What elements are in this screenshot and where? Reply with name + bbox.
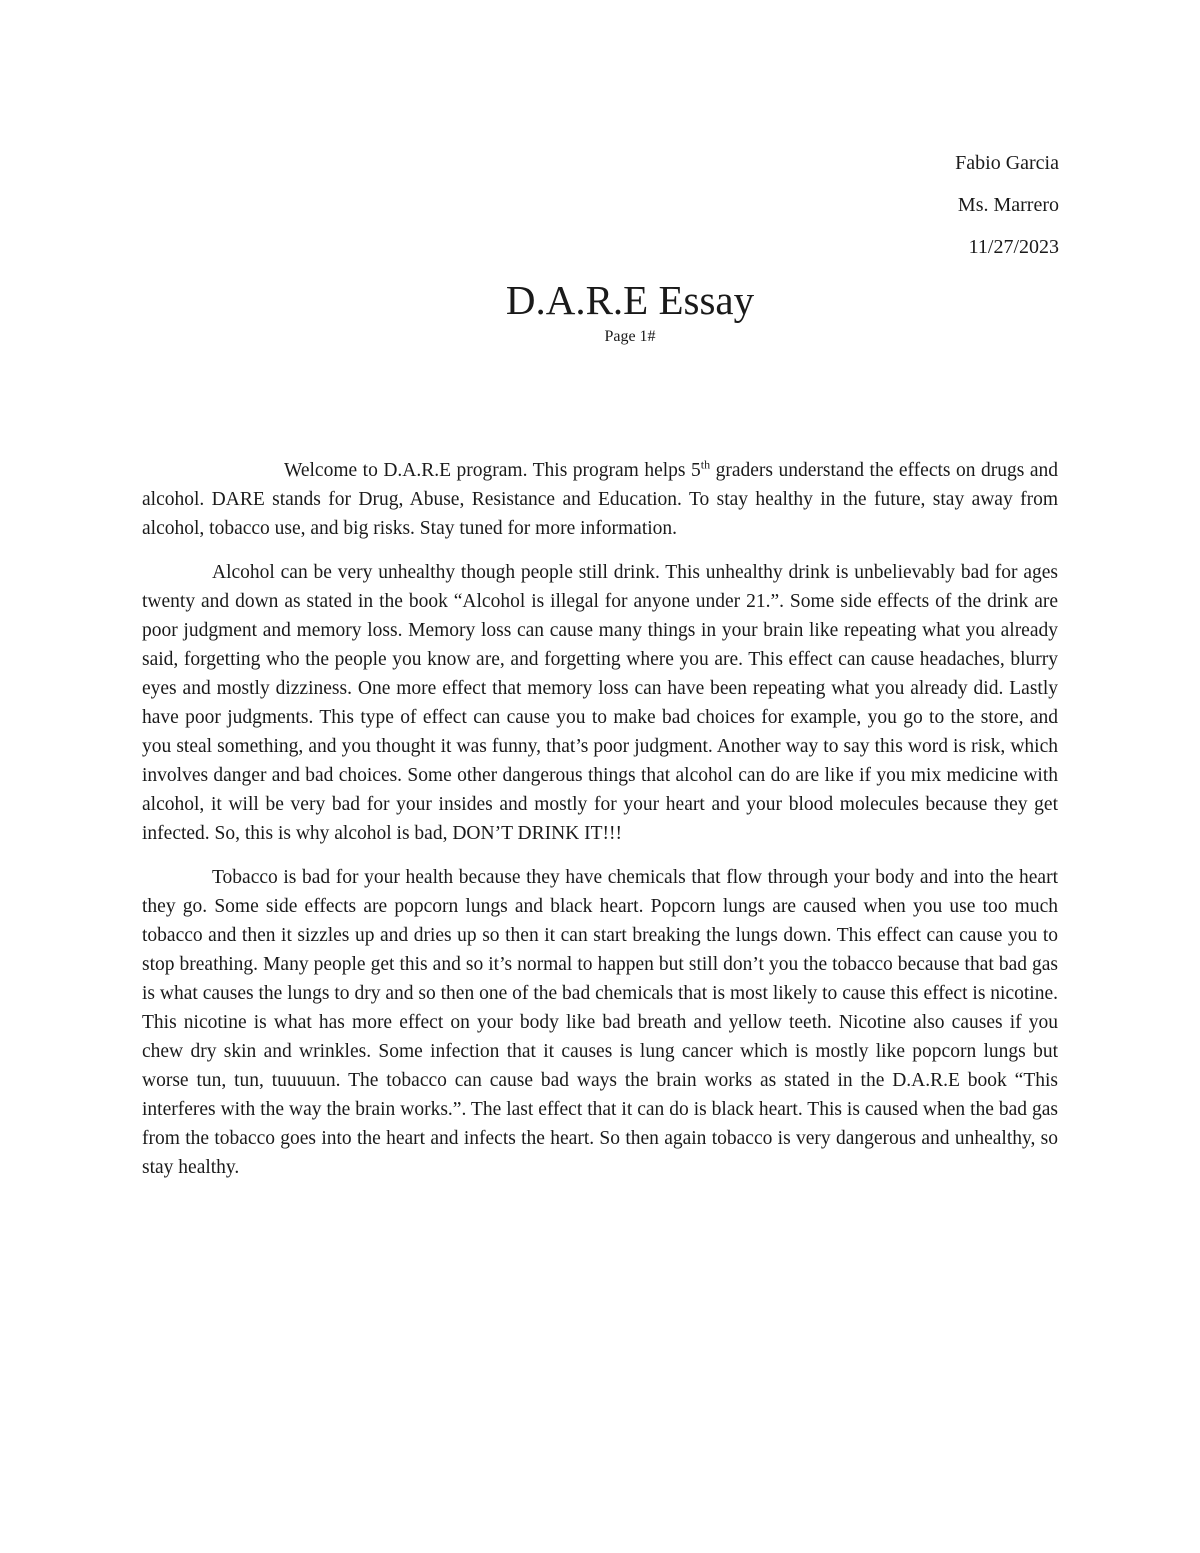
page-number-label: Page 1# xyxy=(604,328,656,345)
paragraph-intro-rest: graders understand the effects on drugs and alcohol. DARE stands for Drug, Abuse, Resistance and Education. To stay healthy in the future, stay away from alcohol, tobacco use, and big risks. Stay tuned for more information. xyxy=(142,460,1058,539)
teacher-name: Ms. Marrero xyxy=(957,194,1059,216)
paragraph-intro xyxy=(142,456,1058,543)
author-name: Fabio Garcia xyxy=(955,152,1059,174)
essay-date: 11/27/2023 xyxy=(968,236,1059,258)
superscript-th: th xyxy=(700,457,711,472)
essay-body xyxy=(142,456,1058,1197)
paragraph-intro-start: Welcome to D.A.R.E program. This program helps 5 xyxy=(284,460,701,481)
header-block xyxy=(955,142,1059,268)
paragraph-tobacco: Tobacco is bad for your health because they have chemicals that flow through your body and into the heart they go. Some side effects are popcorn lungs and black heart. Popcorn lungs are caused when you use too much tobacco and then it sizzles up and dries up so then it can start breaking the lungs down. This effect can cause you to stop breathing. Many people get this and so it’s normal to happen but still don’t you the tobacco because that bad gas is what causes the lungs to dry and so then one of the bad chemicals that is most likely to cause this effect is nicotine. This nicotine is what has more effect on your body like bad breath and yellow teeth. Nicotine also causes if you chew dry skin and wrinkles. Some infection that it causes is lung cancer which is mostly like popcorn lungs but worse tun, tun, tuuuuun. The tobacco can cause bad ways the brain works as stated in the D.A.R.E book “This interferes with the way the brain works.”. The last effect that it can do is black heart. This is caused when the bad gas from the tobacco goes into the heart and infects the heart. So then again tobacco is very dangerous and unhealthy, so stay healthy. xyxy=(142,867,1058,1178)
essay-title: D.A.R.E Essay xyxy=(505,277,755,323)
paragraph-alcohol: Alcohol can be very unhealthy though people still drink. This unhealthy drink is unbelievably bad for ages twenty and down as stated in the book “Alcohol is illegal for anyone under 21.”. Some side effects of the drink are poor judgment and memory loss. Memory loss can cause many things in your brain like repeating what you already said, forgetting who the people you know are, and forgetting where you are. This effect can cause headaches, blurry eyes and mostly dizziness. One more effect that memory loss can have been repeating what you already did. Lastly have poor judgments. This type of effect can cause you to make bad choices for example, you go to the store, and you steal something, and you thought it was funny, that’s poor judgment. Another way to say this word is risk, which involves danger and bad choices. Some other dangerous things that alcohol can do are like if you mix medicine with alcohol, it will be very bad for your insides and mostly for your heart and your blood molecules because they get infected. So, this is why alcohol is bad, DON’T DRINK IT!!! xyxy=(142,562,1058,844)
